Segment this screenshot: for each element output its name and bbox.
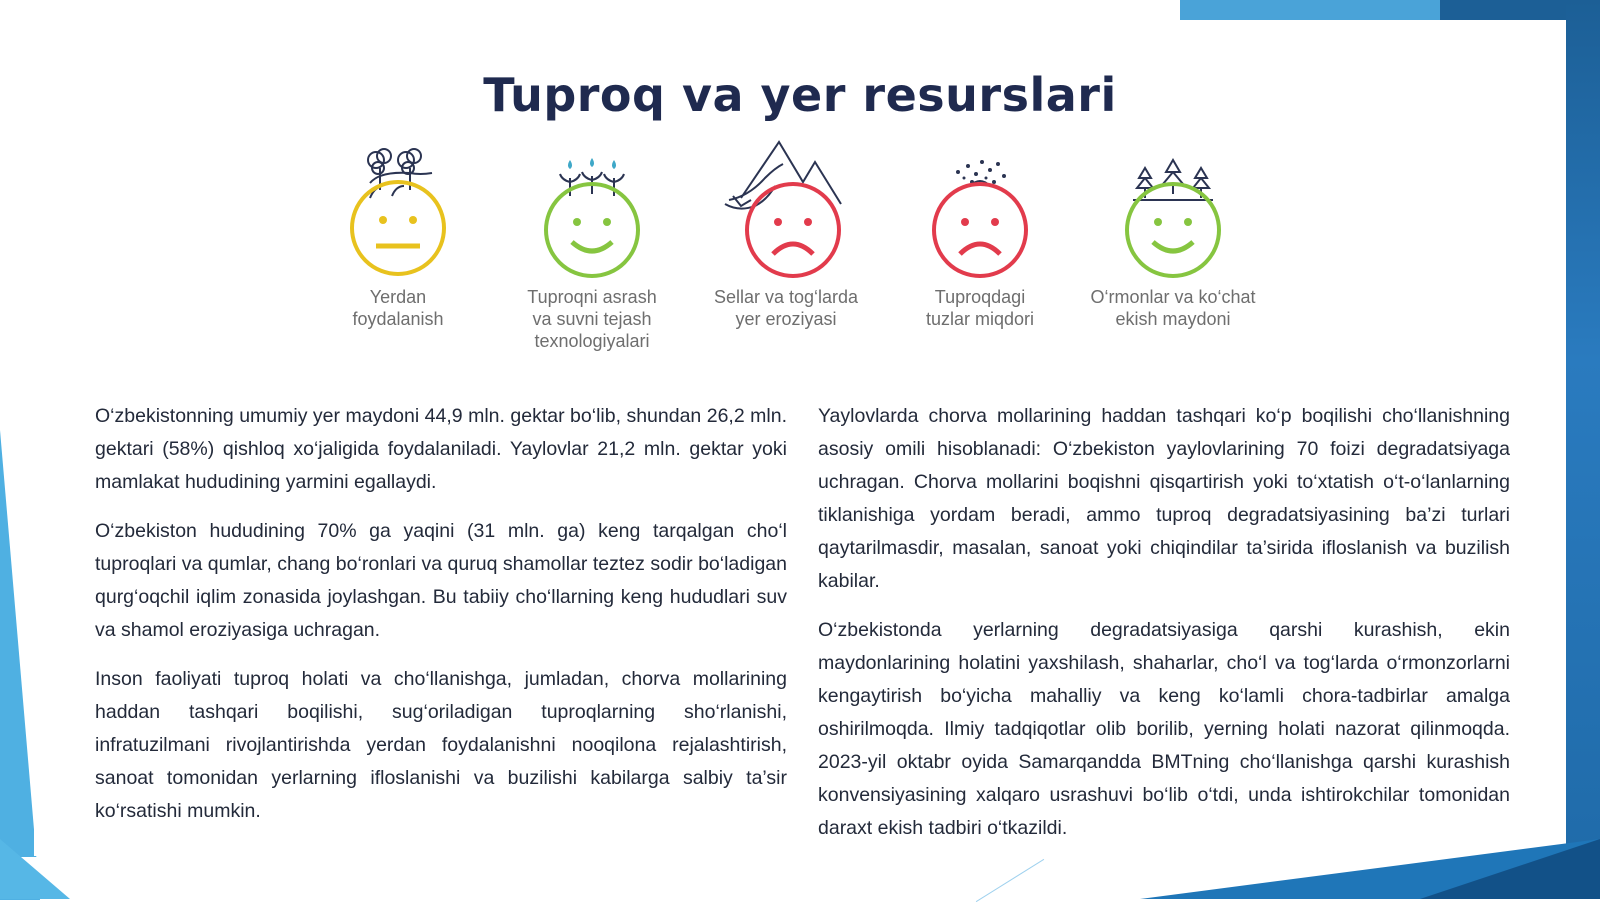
indicator-erosion: [691, 138, 881, 330]
indicator-land-use: [303, 138, 493, 330]
paragraph: O‘zbekistonning umumiy yer maydoni 44,9 mln. gektar bo‘lib, shundan 26,2 mln. gektari (58%) qishloq xo‘jaligida foydalaniladi. Yaylovlar 21,2 mln. gektar yoki mamlakat hududining yarmini egallaydi.: [95, 405, 787, 493]
left-text-column: [95, 400, 787, 844]
paragraph: Yaylovlarda chorva mollarining haddan tashqari ko‘p boqilishi cho‘llanishning asosiy omili hisoblanadi: O‘zbekiston yaylovlarining 70 foizi degradatsiyaga uchragan. Chorva mollarini boqishni qisqartirish yoki to‘xtatish o‘t-o‘lanlarning tiklanishiga yordam beradi, ammo tuproq degradatsiyasining ba’zi turlari qaytarilmasdir, masalan, sanoat yoki chiqindilar ta’sirida ifloslanish va buzilish kabilar.: [818, 405, 1510, 592]
page-title: Tuproq va yer resurslari: [483, 68, 1117, 122]
paragraph: O‘zbekiston hududining 70% ga yaqini (31 mln. ga) keng tarqalgan cho‘l tuproqlari va qumlar, chang bo‘ronlari va quruq shamollar teztez sodir bo‘ladigan qurg‘oqchil iqlim zonasida joylashgan. Bu tabiiy cho‘llarning keng hududlari suv va shamol eroziyasiga uchragan.: [95, 520, 787, 641]
sad-face-salt-icon: [910, 138, 1050, 278]
indicator-label: Sellar va tog‘larda yer eroziyasi: [713, 287, 859, 329]
sad-face-mountains-icon: [711, 138, 861, 278]
happy-face-forest-icon: [1103, 138, 1243, 278]
indicator-salinity: [885, 138, 1075, 330]
indicator-label: O‘rmonlar va ko‘chat ekish maydoni: [1090, 287, 1256, 329]
paragraph: O‘zbekistonda yerlarning degradatsiyasiga qarshi kurashish, ekin maydonlarining holatini yaxshilash, shaharlar, cho‘l va tog‘larda o‘rmonzorlarni kengaytirish bo‘yicha mahalliy va keng ko‘lamli chora-tadbirlar amalga oshirilmoqda. Ilmiy tadqiqotlar olib borilib, yerning holati nazorat qilinmoqda. 2023-yil oktabr oyida Samarqandda BMTning cho‘llanishga qarshi kurashish konvensiyasining xalqaro usrashuvi bo‘lib o‘tdi, unda ishtirokchilar tomonidan daraxt ekish tadbiri o‘tkazildi.: [818, 619, 1510, 839]
happy-face-sprouts-icon: [522, 138, 662, 278]
neutral-face-trees-icon: [328, 138, 468, 278]
indicator-icon-row: [330, 138, 1290, 358]
indicator-label: Tuproqni asrash va suvni tejash texnologiyalari: [527, 287, 657, 351]
indicator-label: Yerdan foydalanish: [352, 287, 444, 329]
indicator-forest: [1078, 138, 1268, 330]
bottom-left-triangle: [0, 839, 70, 899]
indicator-soil-water: [497, 138, 687, 352]
right-text-column: [818, 400, 1510, 861]
right-edge-band: [1566, 0, 1600, 899]
paragraph: Inson faoliyati tuproq holati va cho‘llanishga, jumladan, chorva mollarining haddan tashqari boqilishi, sug‘oriladigan tuproqlarning sho‘rlanishi, infratuzilmani rivojlantirishda yerdan foydalanishni nooqilona rejalashtirish, sanoat tomonidan yerlarning ifloslanishi va buzilishi kabilarga salbiy ta’sir ko‘rsatishi mumkin.: [95, 668, 787, 822]
indicator-label: Tuproqdagi tuzlar miqdori: [925, 287, 1035, 329]
